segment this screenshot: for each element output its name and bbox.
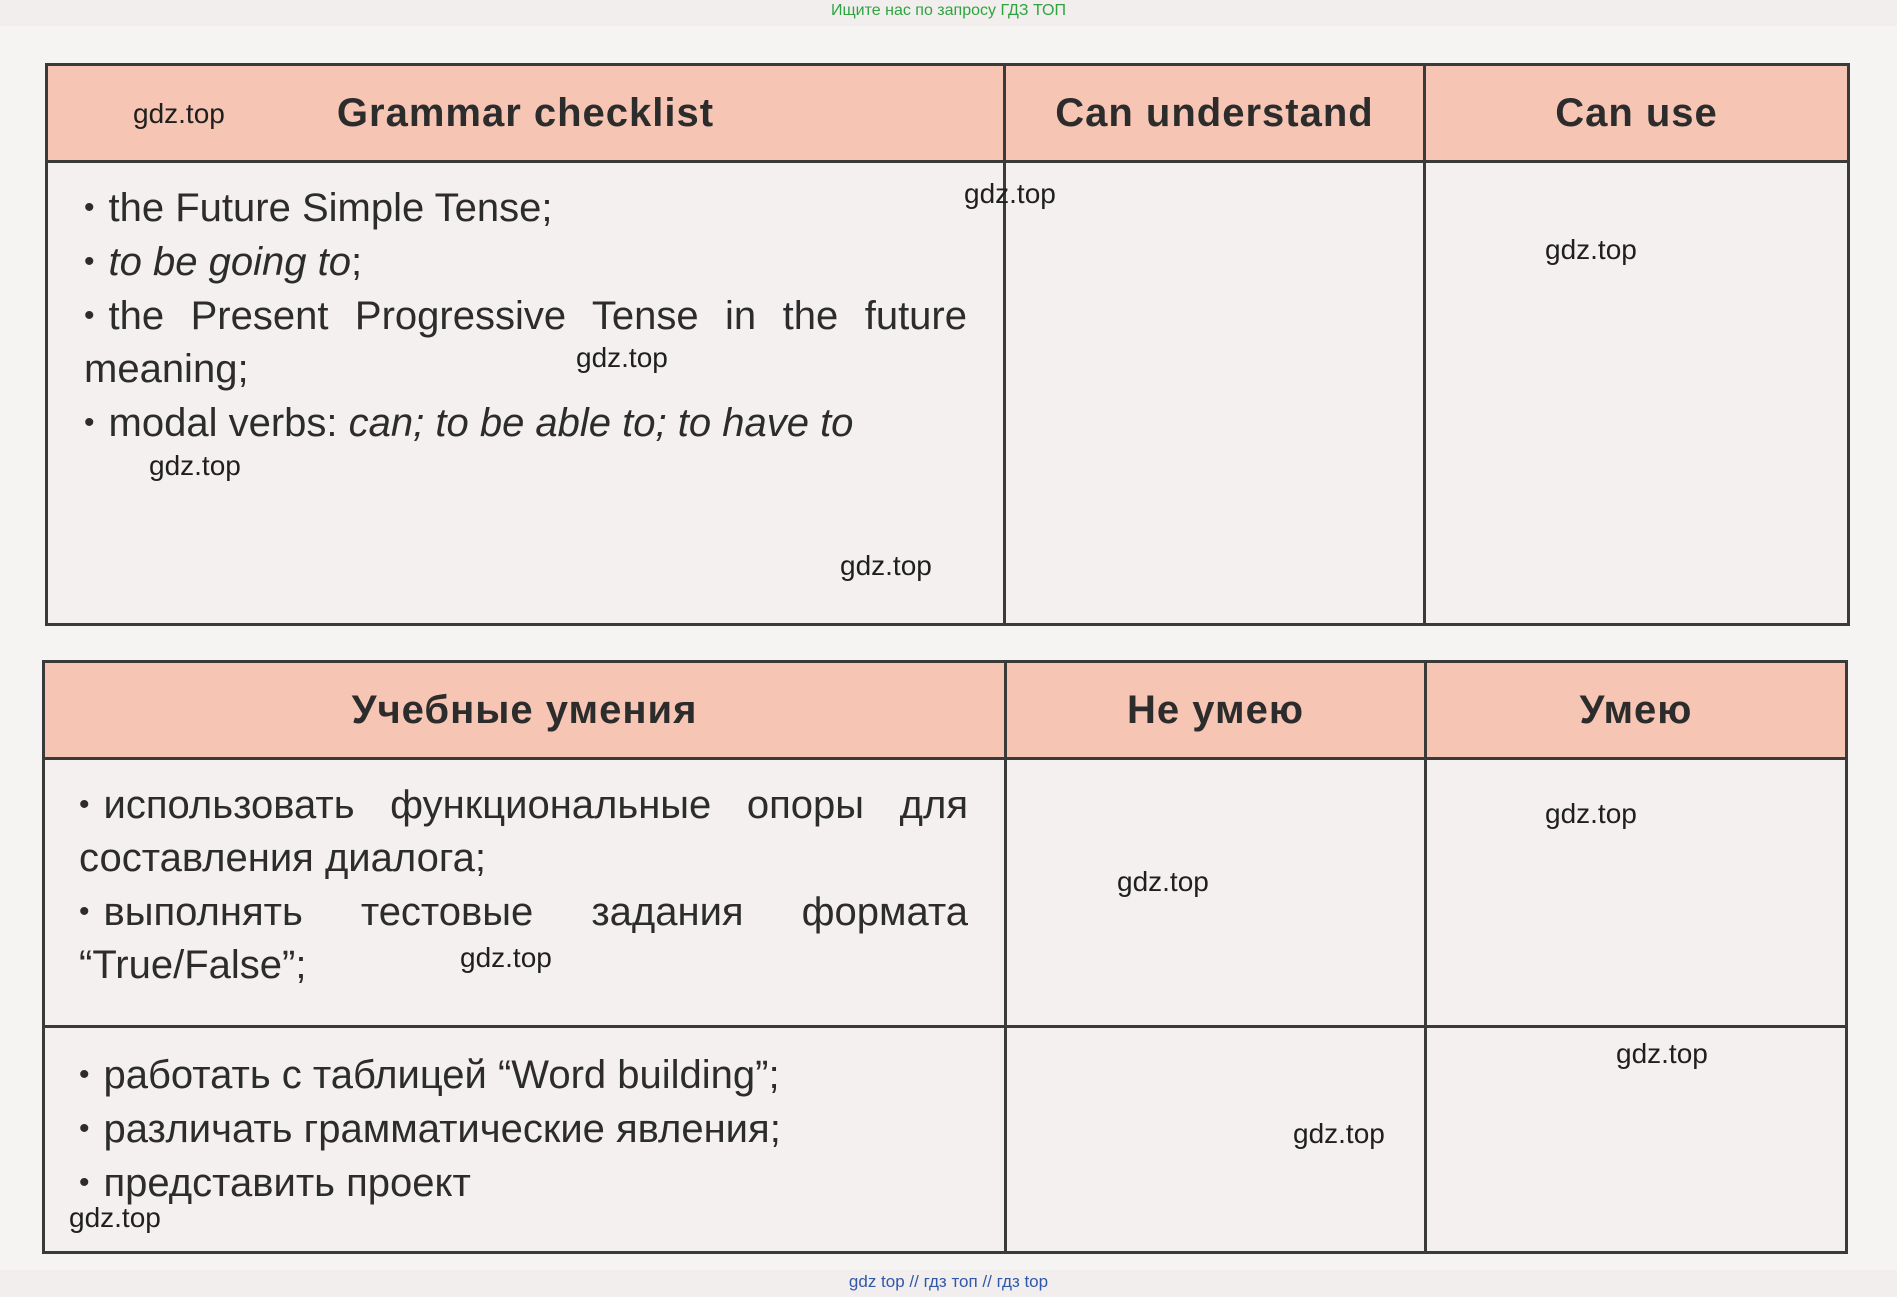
list-item: • использовать функциональные опоры для составления диалога; xyxy=(79,783,968,880)
skills-group-2-cell xyxy=(44,1027,1006,1253)
watermark: gdz.top xyxy=(576,342,668,373)
top-banner[interactable]: Ищите нас по запросу ГДЗ ТОП xyxy=(831,2,1066,19)
header-can: Умею xyxy=(1426,662,1847,759)
bullet: • xyxy=(84,406,95,439)
can-understand-cell[interactable] xyxy=(1005,162,1425,625)
list-item: • различать грамматические явления; xyxy=(79,1107,781,1151)
watermark: gdz.top xyxy=(133,98,225,129)
list-item: • представить проект xyxy=(79,1161,471,1205)
watermark: gdz.top xyxy=(840,550,932,581)
watermark: gdz.top xyxy=(460,942,552,973)
watermark: gdz.top xyxy=(1545,798,1637,829)
bullet: • xyxy=(84,191,95,224)
bullet: • xyxy=(84,299,95,332)
watermark: gdz.top xyxy=(964,178,1056,209)
skills-checklist-table xyxy=(42,660,1848,1254)
watermark: gdz.top xyxy=(149,450,241,481)
header-grammar-checklist: Grammar checklist xyxy=(47,65,1005,162)
bullet: • xyxy=(79,1166,90,1199)
watermark: gdz.top xyxy=(1616,1038,1708,1069)
list-item: • работать с таблицей “Word building”; xyxy=(79,1053,780,1097)
list-item: • выполнять тестовые задания формата “True/False”; xyxy=(79,890,968,987)
grammar-items-list xyxy=(48,163,1003,450)
list-item: • to be going to; xyxy=(84,240,363,284)
list-item: • modal verbs: can; to be able to; to have to xyxy=(84,401,854,445)
watermark: gdz.top xyxy=(1117,866,1209,897)
bullet: • xyxy=(79,895,90,928)
cannot-cell-1[interactable] xyxy=(1006,759,1426,1027)
watermark: gdz.top xyxy=(1293,1118,1385,1149)
list-item: • the Present Progressive Tense in the future meaning; xyxy=(84,294,967,391)
bullet: • xyxy=(79,1112,90,1145)
header-can-understand: Can understand xyxy=(1005,65,1425,162)
watermark: gdz.top xyxy=(1545,234,1637,265)
grammar-checklist-table xyxy=(45,63,1850,626)
bottom-banner[interactable]: gdz top // гдз топ // гдз top xyxy=(848,1272,1049,1291)
bullet: • xyxy=(84,245,95,278)
textbook-page xyxy=(0,26,1897,1270)
header-cannot: Не умею xyxy=(1006,662,1426,759)
watermark: gdz.top xyxy=(69,1202,161,1233)
can-use-cell[interactable] xyxy=(1425,162,1849,625)
skills-group-2-list xyxy=(45,1028,1004,1210)
header-skills: Учебные умения xyxy=(44,662,1006,759)
bullet: • xyxy=(79,1058,90,1091)
header-can-use: Can use xyxy=(1425,65,1849,162)
bullet: • xyxy=(79,788,90,821)
skills-group-1-cell xyxy=(44,759,1006,1027)
list-item: • the Future Simple Tense; xyxy=(84,186,553,230)
